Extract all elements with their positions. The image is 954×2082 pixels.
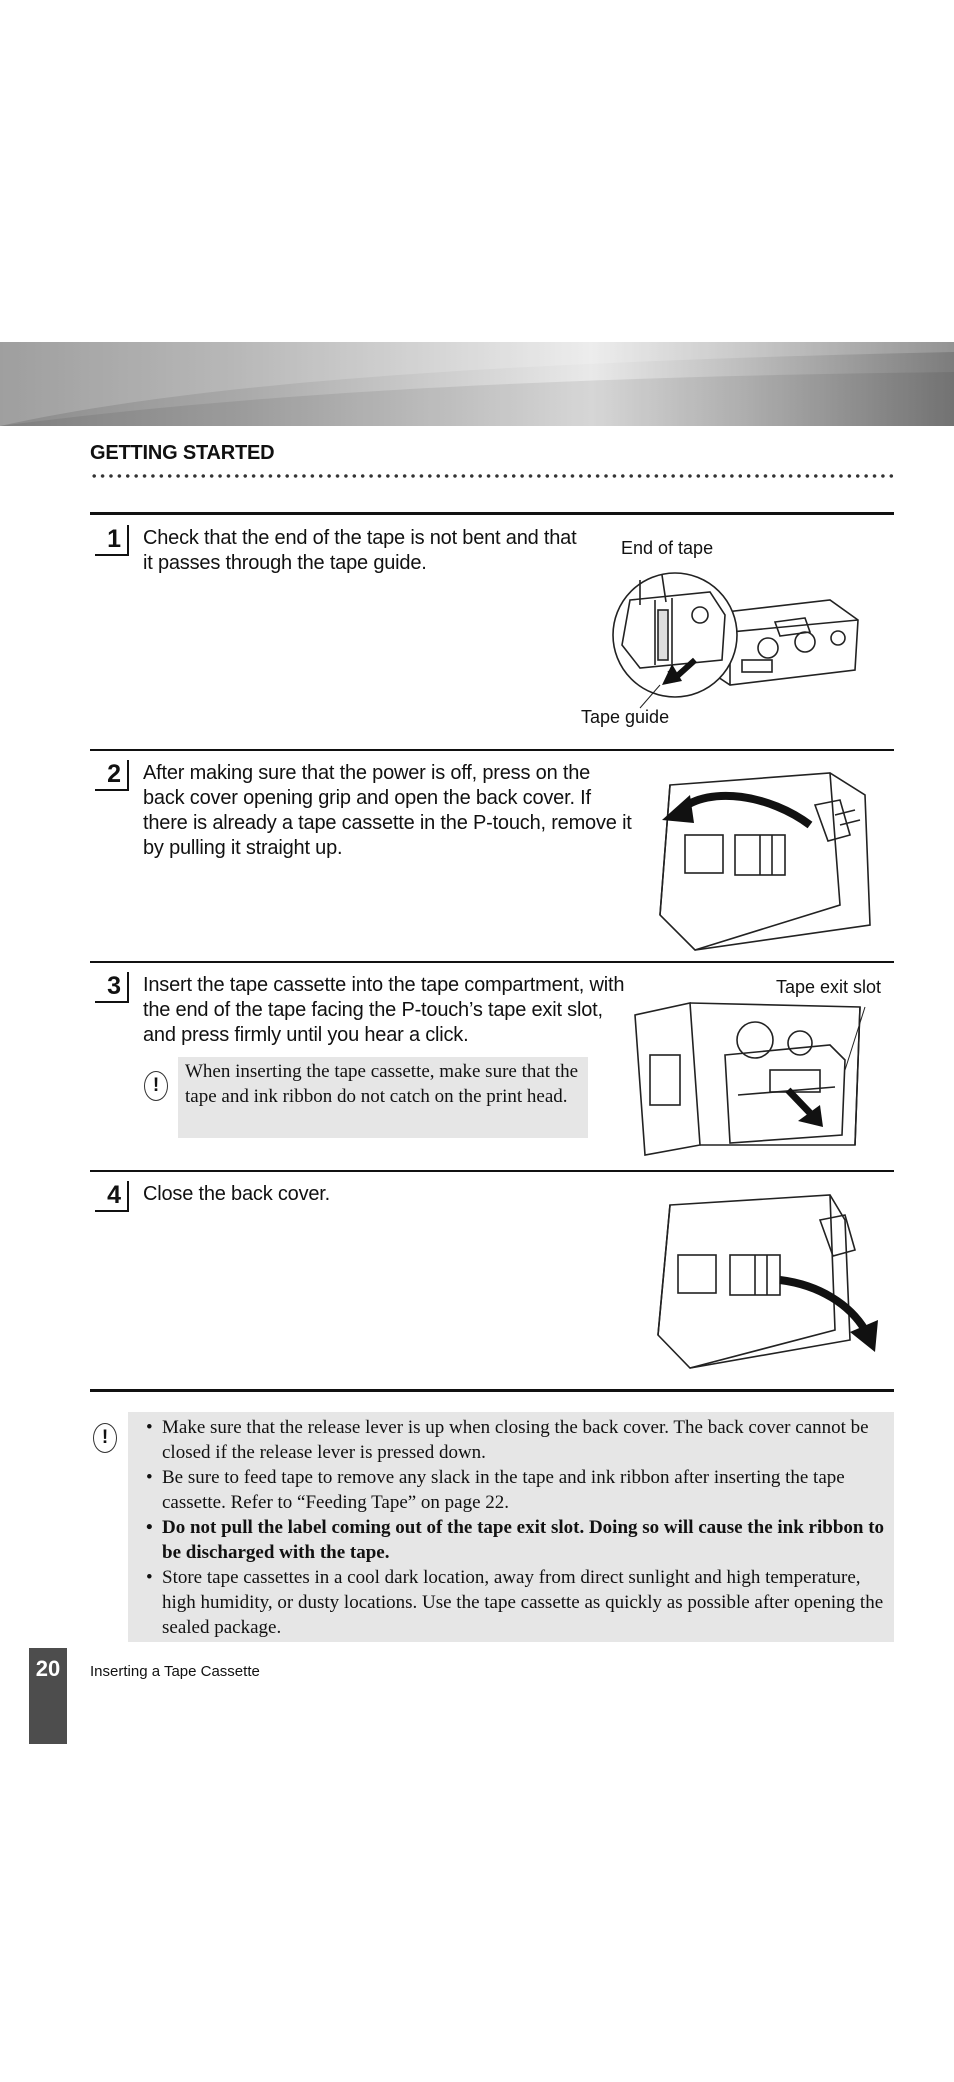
note-text: When inserting the tape cassette, make sure that the tape and ink ribbon do not catch on the print head. bbox=[185, 1061, 579, 1107]
page-number: 20 bbox=[35, 1656, 61, 1681]
header-banner bbox=[0, 342, 954, 426]
step-divider bbox=[90, 1389, 894, 1392]
label-tape-exit-slot: Tape exit slot bbox=[776, 977, 882, 997]
step-number: 2 bbox=[95, 760, 129, 791]
label-end-of-tape: End of tape bbox=[621, 538, 714, 558]
tape-cassette-illustration bbox=[600, 560, 860, 710]
notes-box bbox=[128, 1412, 894, 1642]
step-text: Insert the tape cassette into the tape compartment, with the end of the tape facing the P-touch’s tape exit slot, and press firmly until you hear a click. bbox=[143, 974, 625, 1046]
step-3-note bbox=[178, 1057, 588, 1138]
note-item: • Store tape cassettes in a cool dark location, away from direct sunlight and high temperature, high humidity, or dusty locations. Use the tape cassette as quickly as possible after opening the sealed package. bbox=[146, 1565, 894, 1640]
note-item: • Make sure that the release lever is up when closing the back cover. The back cover cannot be closed if the release lever is pressed down. bbox=[146, 1415, 894, 1465]
step-text: Check that the end of the tape is not bent and that it passes through the tape guide. bbox=[143, 527, 577, 574]
step-text: Close the back cover. bbox=[143, 1183, 331, 1205]
step-number: 3 bbox=[95, 972, 129, 1003]
label-tape-guide: Tape guide bbox=[581, 707, 670, 727]
step-number: 4 bbox=[95, 1181, 129, 1212]
alert-icon: ! bbox=[93, 1423, 117, 1453]
insert-cassette-illustration bbox=[630, 995, 880, 1160]
open-back-cover-illustration bbox=[650, 765, 890, 955]
footer-section-title: Inserting a Tape Cassette bbox=[90, 1663, 260, 1680]
step-number: 1 bbox=[95, 525, 129, 556]
note-item-warning: • Do not pull the label coming out of the tape exit slot. Doing so will cause the ink ribbon to be discharged with the tape. bbox=[146, 1515, 894, 1565]
step-text: After making sure that the power is off, press on the back cover opening grip and open the back cover. If there is already a tape cassette in the P-touch, remove it by pulling it straight up. bbox=[143, 762, 632, 859]
dotted-divider bbox=[90, 473, 894, 479]
note-item: • Be sure to feed tape to remove any slack in the tape and ink ribbon after inserting the tape cassette. Refer to “Feeding Tape” on page 22. bbox=[146, 1465, 894, 1515]
close-back-cover-illustration bbox=[650, 1190, 890, 1375]
alert-icon: ! bbox=[144, 1071, 168, 1101]
section-title: GETTING STARTED bbox=[90, 442, 275, 464]
